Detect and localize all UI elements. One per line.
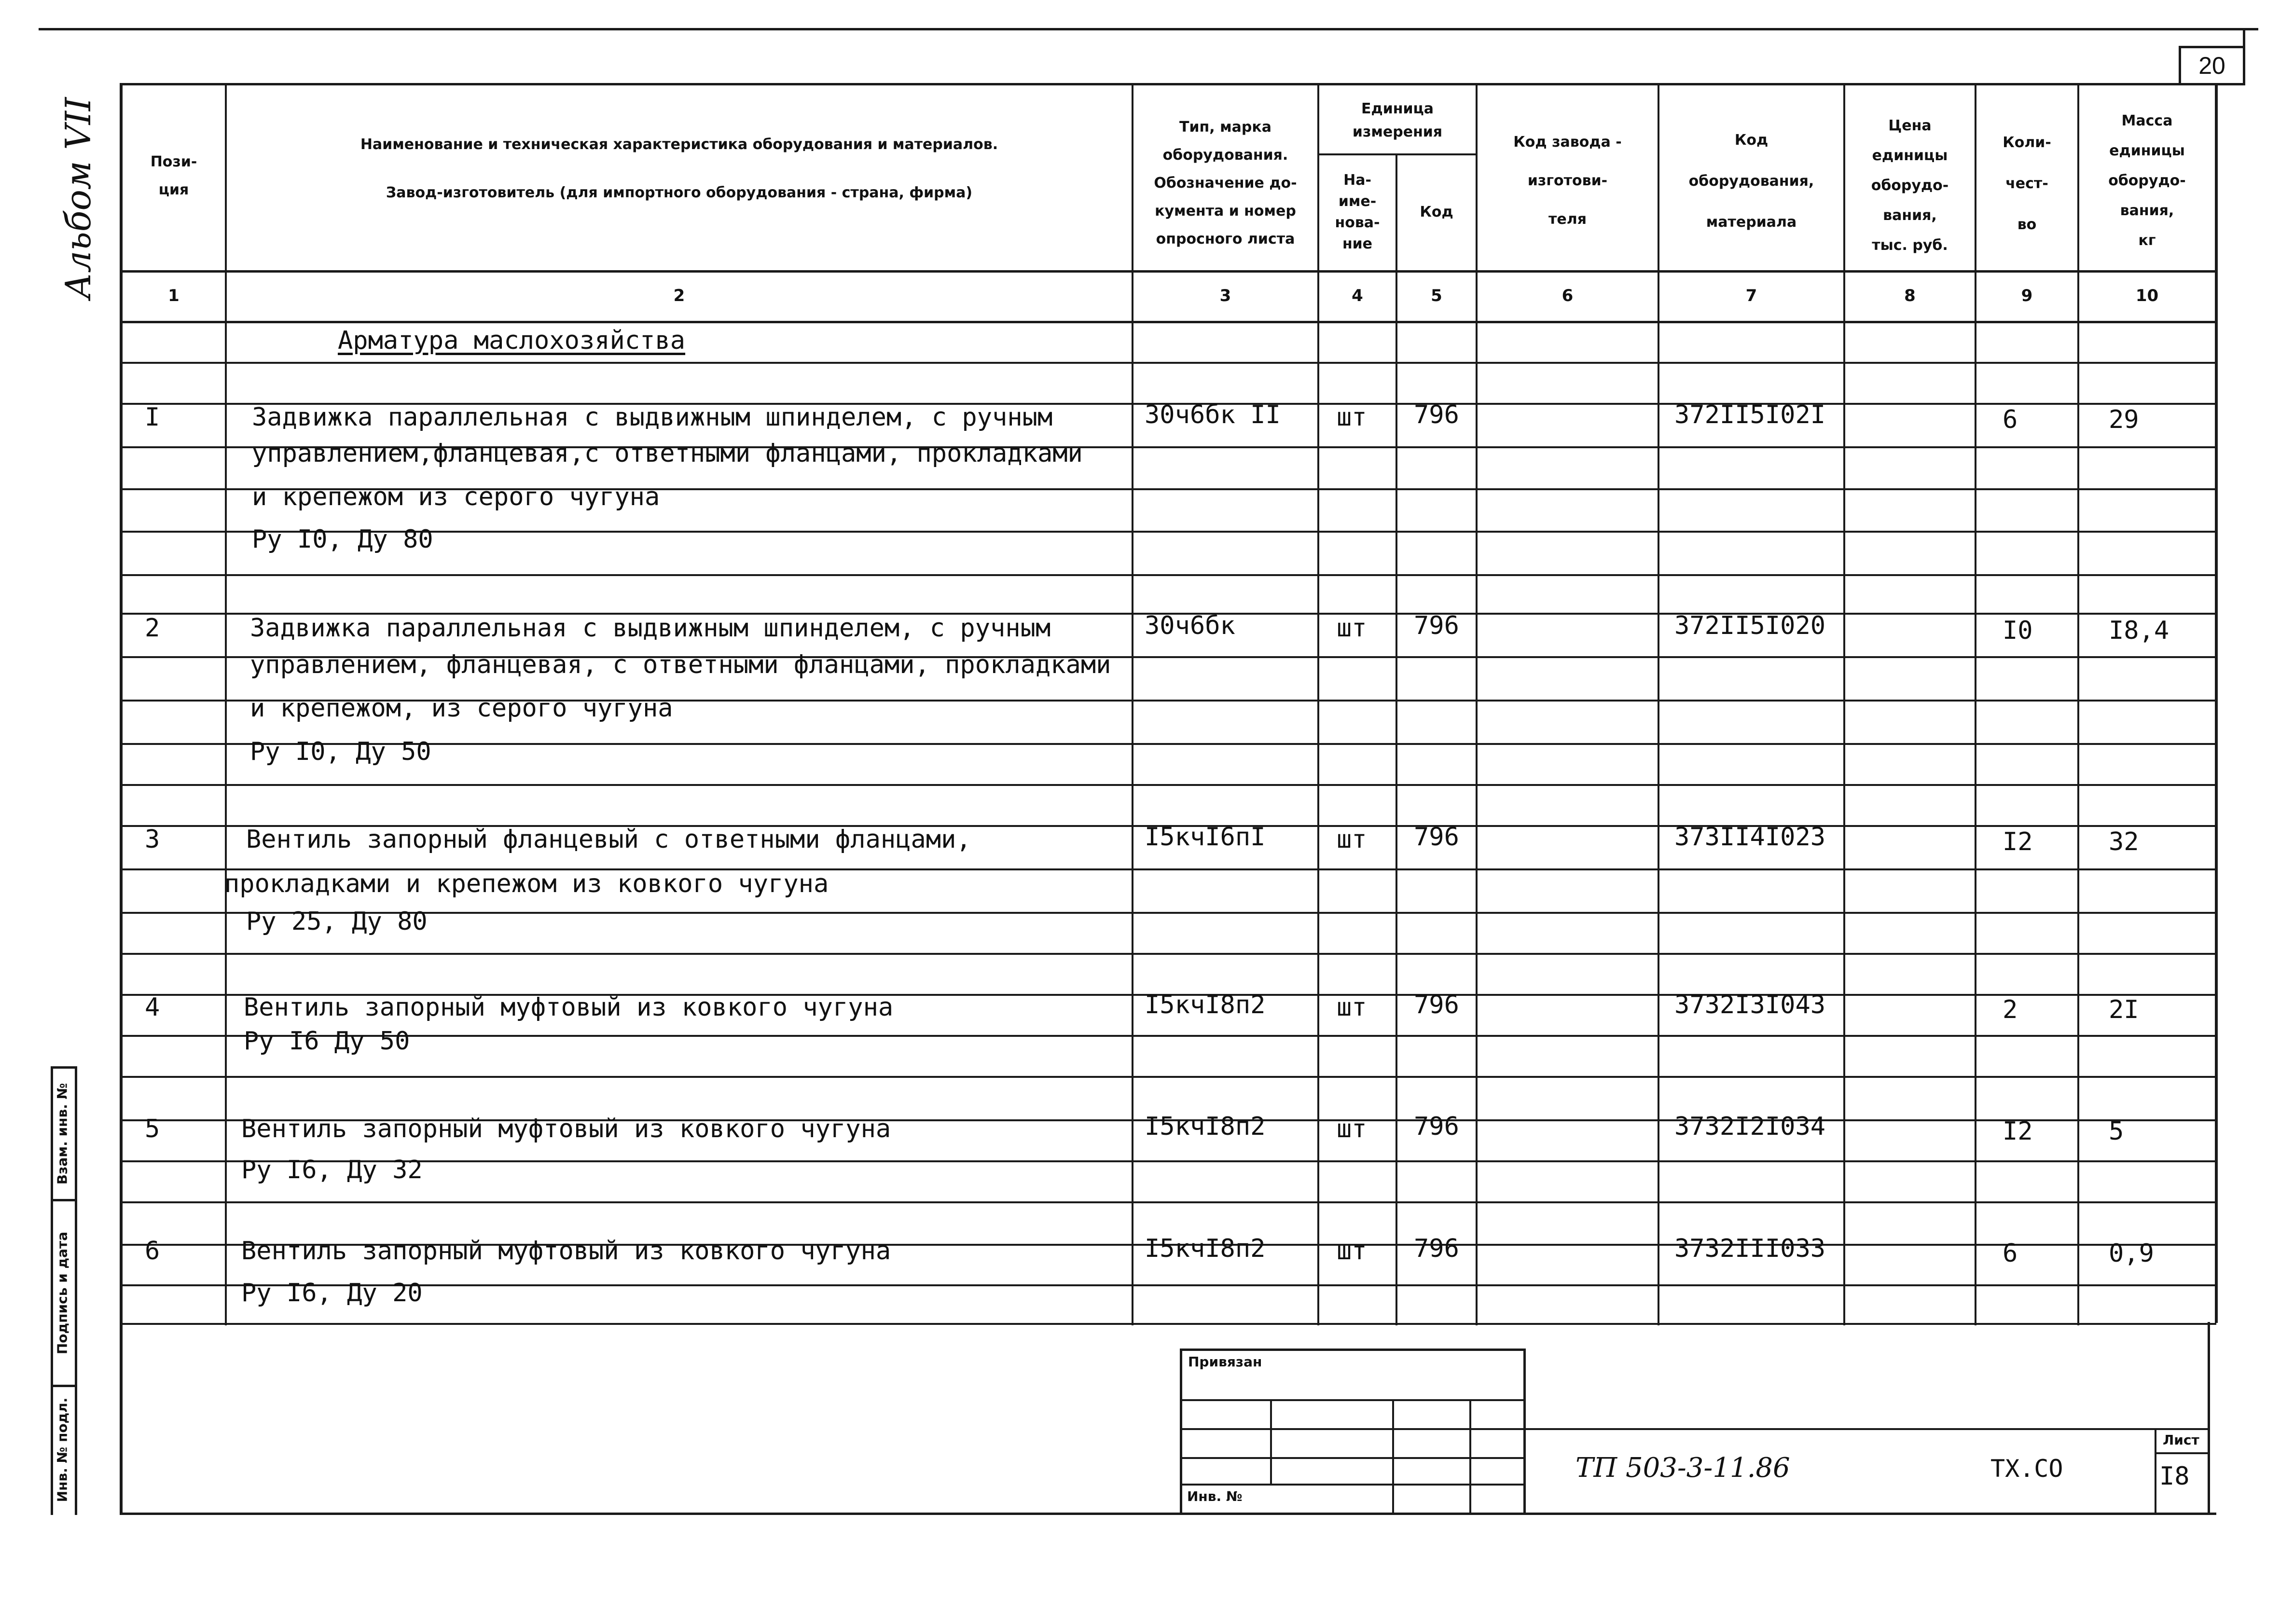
item-equipment-code: 3732I2I034	[1674, 1112, 1826, 1141]
bound-box-left	[1180, 1349, 1182, 1515]
item-type: I5кчI6пI	[1145, 823, 1266, 852]
sheet-number: I8	[2159, 1462, 2190, 1491]
item-description-line: Ру I0, Ду 50	[250, 737, 431, 766]
item-description-line: Вентиль запорный муфтовый из ковкого чугуна	[241, 1237, 891, 1266]
header-col7: Код оборудования, материала	[1688, 131, 1814, 231]
item-equipment-code: 372II5I020	[1674, 611, 1826, 640]
item-position: I	[145, 403, 160, 432]
item-unit: шт	[1337, 825, 1367, 854]
item-unit: шт	[1337, 403, 1367, 432]
item-mass: 5	[2109, 1117, 2124, 1146]
item-description-line: Вентиль запорный муфтовый из ковкого чугуна	[241, 1115, 891, 1143]
bottom-border	[120, 1513, 2216, 1515]
item-description-line: Ру I6 Ду 50	[244, 1027, 410, 1056]
item-quantity: 6	[2003, 1239, 2018, 1268]
side-label-signature: Подпись и дата	[54, 1231, 70, 1355]
row-line	[120, 531, 2216, 533]
item-unit: шт	[1337, 614, 1367, 643]
header-col5: Код	[1420, 204, 1453, 220]
row-line	[120, 912, 2216, 914]
doc-code: ТХ.СО	[1990, 1455, 2063, 1483]
item-quantity: I2	[2003, 1117, 2033, 1146]
colnum-7: 7	[1745, 286, 1757, 305]
header-col6: Код завода - изготови- теля	[1513, 134, 1622, 228]
page-number-box-right	[2243, 29, 2245, 85]
side-label-orig-inv: Инв. № подл.	[54, 1397, 70, 1502]
row-line	[120, 1201, 2216, 1203]
colnum-10: 10	[2135, 286, 2159, 305]
item-equipment-code: 372II5I02I	[1674, 400, 1826, 429]
section-title: Арматура маслохозяйства	[338, 326, 686, 355]
item-type: 30ч6бк	[1145, 611, 1235, 640]
bound-box-top	[1180, 1349, 1525, 1351]
col-line-7	[1843, 83, 1845, 1325]
inv-label: Инв. №	[1187, 1488, 1243, 1504]
row-line	[120, 362, 2216, 364]
item-description-line: Ру 25, Ду 80	[246, 907, 428, 936]
colnum-bottom-line	[120, 321, 2216, 323]
item-unit: шт	[1337, 993, 1367, 1022]
row-line	[120, 784, 2216, 786]
item-position: 5	[145, 1115, 160, 1143]
item-equipment-code: 3732I3I043	[1674, 991, 1826, 1019]
bound-box-h4	[1180, 1484, 1525, 1486]
bound-box-v1	[1270, 1399, 1272, 1484]
col-line-4	[1396, 153, 1397, 1325]
item-position: 3	[145, 825, 160, 854]
colnum-2: 2	[673, 286, 685, 305]
item-mass: 0,9	[2109, 1239, 2154, 1268]
side-stamp-right	[75, 1066, 77, 1515]
project-code: ТП 503-3-11.86	[1575, 1452, 1790, 1484]
col-line-5	[1476, 83, 1478, 1325]
item-equipment-code: 373II4I023	[1674, 823, 1826, 852]
item-description-line: Ру I6, Ду 20	[241, 1279, 423, 1307]
item-unit-code: 796	[1414, 823, 1459, 852]
row-line	[120, 1284, 2216, 1286]
bound-label: Привязан	[1188, 1354, 1262, 1370]
item-quantity: I0	[2003, 616, 2033, 645]
item-type: 30ч6бк II	[1145, 400, 1281, 429]
colnum-4: 4	[1352, 286, 1363, 305]
header-col2: Наименование и техническая характеристика оборудования и материалов. Завод-изготовитель (для импортного оборудования - страна, фирма)	[360, 136, 998, 201]
bound-box-h1	[1180, 1399, 1525, 1401]
item-unit: шт	[1337, 1115, 1367, 1143]
page-number: 20	[2198, 52, 2225, 79]
bound-box-h2	[1180, 1428, 1525, 1430]
bound-box-v2	[1392, 1399, 1394, 1515]
item-description-line: Вентиль запорный фланцевый с ответными фланцами,	[246, 825, 971, 854]
colnum-5: 5	[1431, 286, 1442, 305]
col-line-6	[1658, 83, 1659, 1325]
header-unit-group: Единица измерения	[1352, 100, 1443, 140]
item-quantity: I2	[2003, 827, 2033, 856]
colnum-3: 3	[1219, 286, 1231, 305]
colnum-9: 9	[2021, 286, 2033, 305]
item-description-line: Ру I0, Ду 80	[252, 525, 433, 554]
item-position: 6	[145, 1237, 160, 1266]
item-unit-code: 796	[1414, 400, 1459, 429]
side-stamp-left	[51, 1066, 53, 1515]
item-description-line: Задвижка параллельная с выдвижным шпинделем, с ручным	[252, 403, 1053, 432]
colnum-8: 8	[1904, 286, 1916, 305]
row-line	[120, 953, 2216, 955]
bound-box-right	[1523, 1349, 1526, 1515]
header-col10: Масса единицы оборудо- вания, кг	[2108, 112, 2186, 249]
top-border-long	[39, 28, 2258, 30]
item-quantity: 2	[2003, 995, 2018, 1024]
stamp-right-vline	[2208, 1322, 2210, 1515]
right-border	[2215, 83, 2218, 1323]
col-line-1	[225, 83, 227, 1325]
item-mass: 29	[2109, 405, 2139, 434]
item-position: 2	[145, 614, 160, 643]
side-label-replace: Взам. инв. №	[54, 1083, 70, 1185]
col-line-9	[2077, 83, 2079, 1325]
row-line	[120, 743, 2216, 745]
item-type: I5кчI8п2	[1145, 1112, 1266, 1141]
item-unit-code: 796	[1414, 1112, 1459, 1141]
item-description-line: Вентиль запорный муфтовый из ковкого чугуна	[244, 993, 894, 1022]
item-type: I5кчI8п2	[1145, 1234, 1266, 1263]
bound-box-h3	[1180, 1457, 1525, 1459]
colnum-1: 1	[168, 286, 180, 305]
item-unit-code: 796	[1414, 1234, 1459, 1263]
colnum-6: 6	[1561, 286, 1574, 305]
header-col1: Пози- ция	[150, 153, 197, 198]
item-mass: 2I	[2109, 995, 2139, 1024]
item-description-line: и крепежом из серого чугуна	[252, 482, 660, 511]
col-line-3	[1317, 83, 1319, 1325]
bound-box-v3	[1469, 1399, 1471, 1515]
album-label: Альбом VII	[58, 97, 98, 299]
row-line	[120, 1160, 2216, 1162]
item-mass: I8,4	[2109, 616, 2169, 645]
item-description-line: и крепежом, из серого чугуна	[250, 694, 673, 723]
sheet-box-left	[2155, 1428, 2156, 1515]
item-unit-code: 796	[1414, 991, 1459, 1019]
col-line-2	[1132, 83, 1133, 1325]
stamp-inner-top	[1525, 1428, 2210, 1430]
item-description-line: прокладками и крепежом из ковкого чугуна	[224, 869, 829, 898]
item-mass: 32	[2109, 827, 2139, 856]
item-description-line: Ру I6, Ду 32	[241, 1156, 423, 1184]
row-line	[120, 1076, 2216, 1078]
row-line	[120, 1035, 2216, 1037]
item-description-line: управлением, фланцевая, с ответными фланцами, прокладками	[250, 650, 1111, 679]
item-unit: шт	[1337, 1237, 1367, 1266]
item-type: I5кчI8п2	[1145, 991, 1266, 1019]
item-quantity: 6	[2003, 405, 2018, 434]
item-unit-code: 796	[1414, 611, 1459, 640]
header-col3: Тип, марка оборудования. Обозначение до- кумента и номер опросного листа	[1154, 119, 1297, 248]
header-col4: На- име- нова- ние	[1335, 172, 1380, 252]
row-line	[120, 574, 2216, 576]
sheet-box-mid	[2155, 1452, 2210, 1454]
header-col9: Коли- чест- во	[2003, 134, 2051, 233]
item-description-line: управлением,фланцевая,с ответными фланцами, прокладками	[252, 439, 1083, 468]
col-line-8	[1975, 83, 1976, 1325]
item-description-line: Задвижка параллельная с выдвижным шпинделем, с ручным	[250, 614, 1051, 643]
row-line	[120, 1323, 2216, 1325]
top-border	[120, 83, 2245, 85]
item-equipment-code: 3732III033	[1674, 1234, 1826, 1263]
item-position: 4	[145, 993, 160, 1022]
sheet-label: Лист	[2163, 1432, 2199, 1448]
header-col8: Цена единицы оборудо- вания, тыс. руб.	[1871, 117, 1949, 254]
